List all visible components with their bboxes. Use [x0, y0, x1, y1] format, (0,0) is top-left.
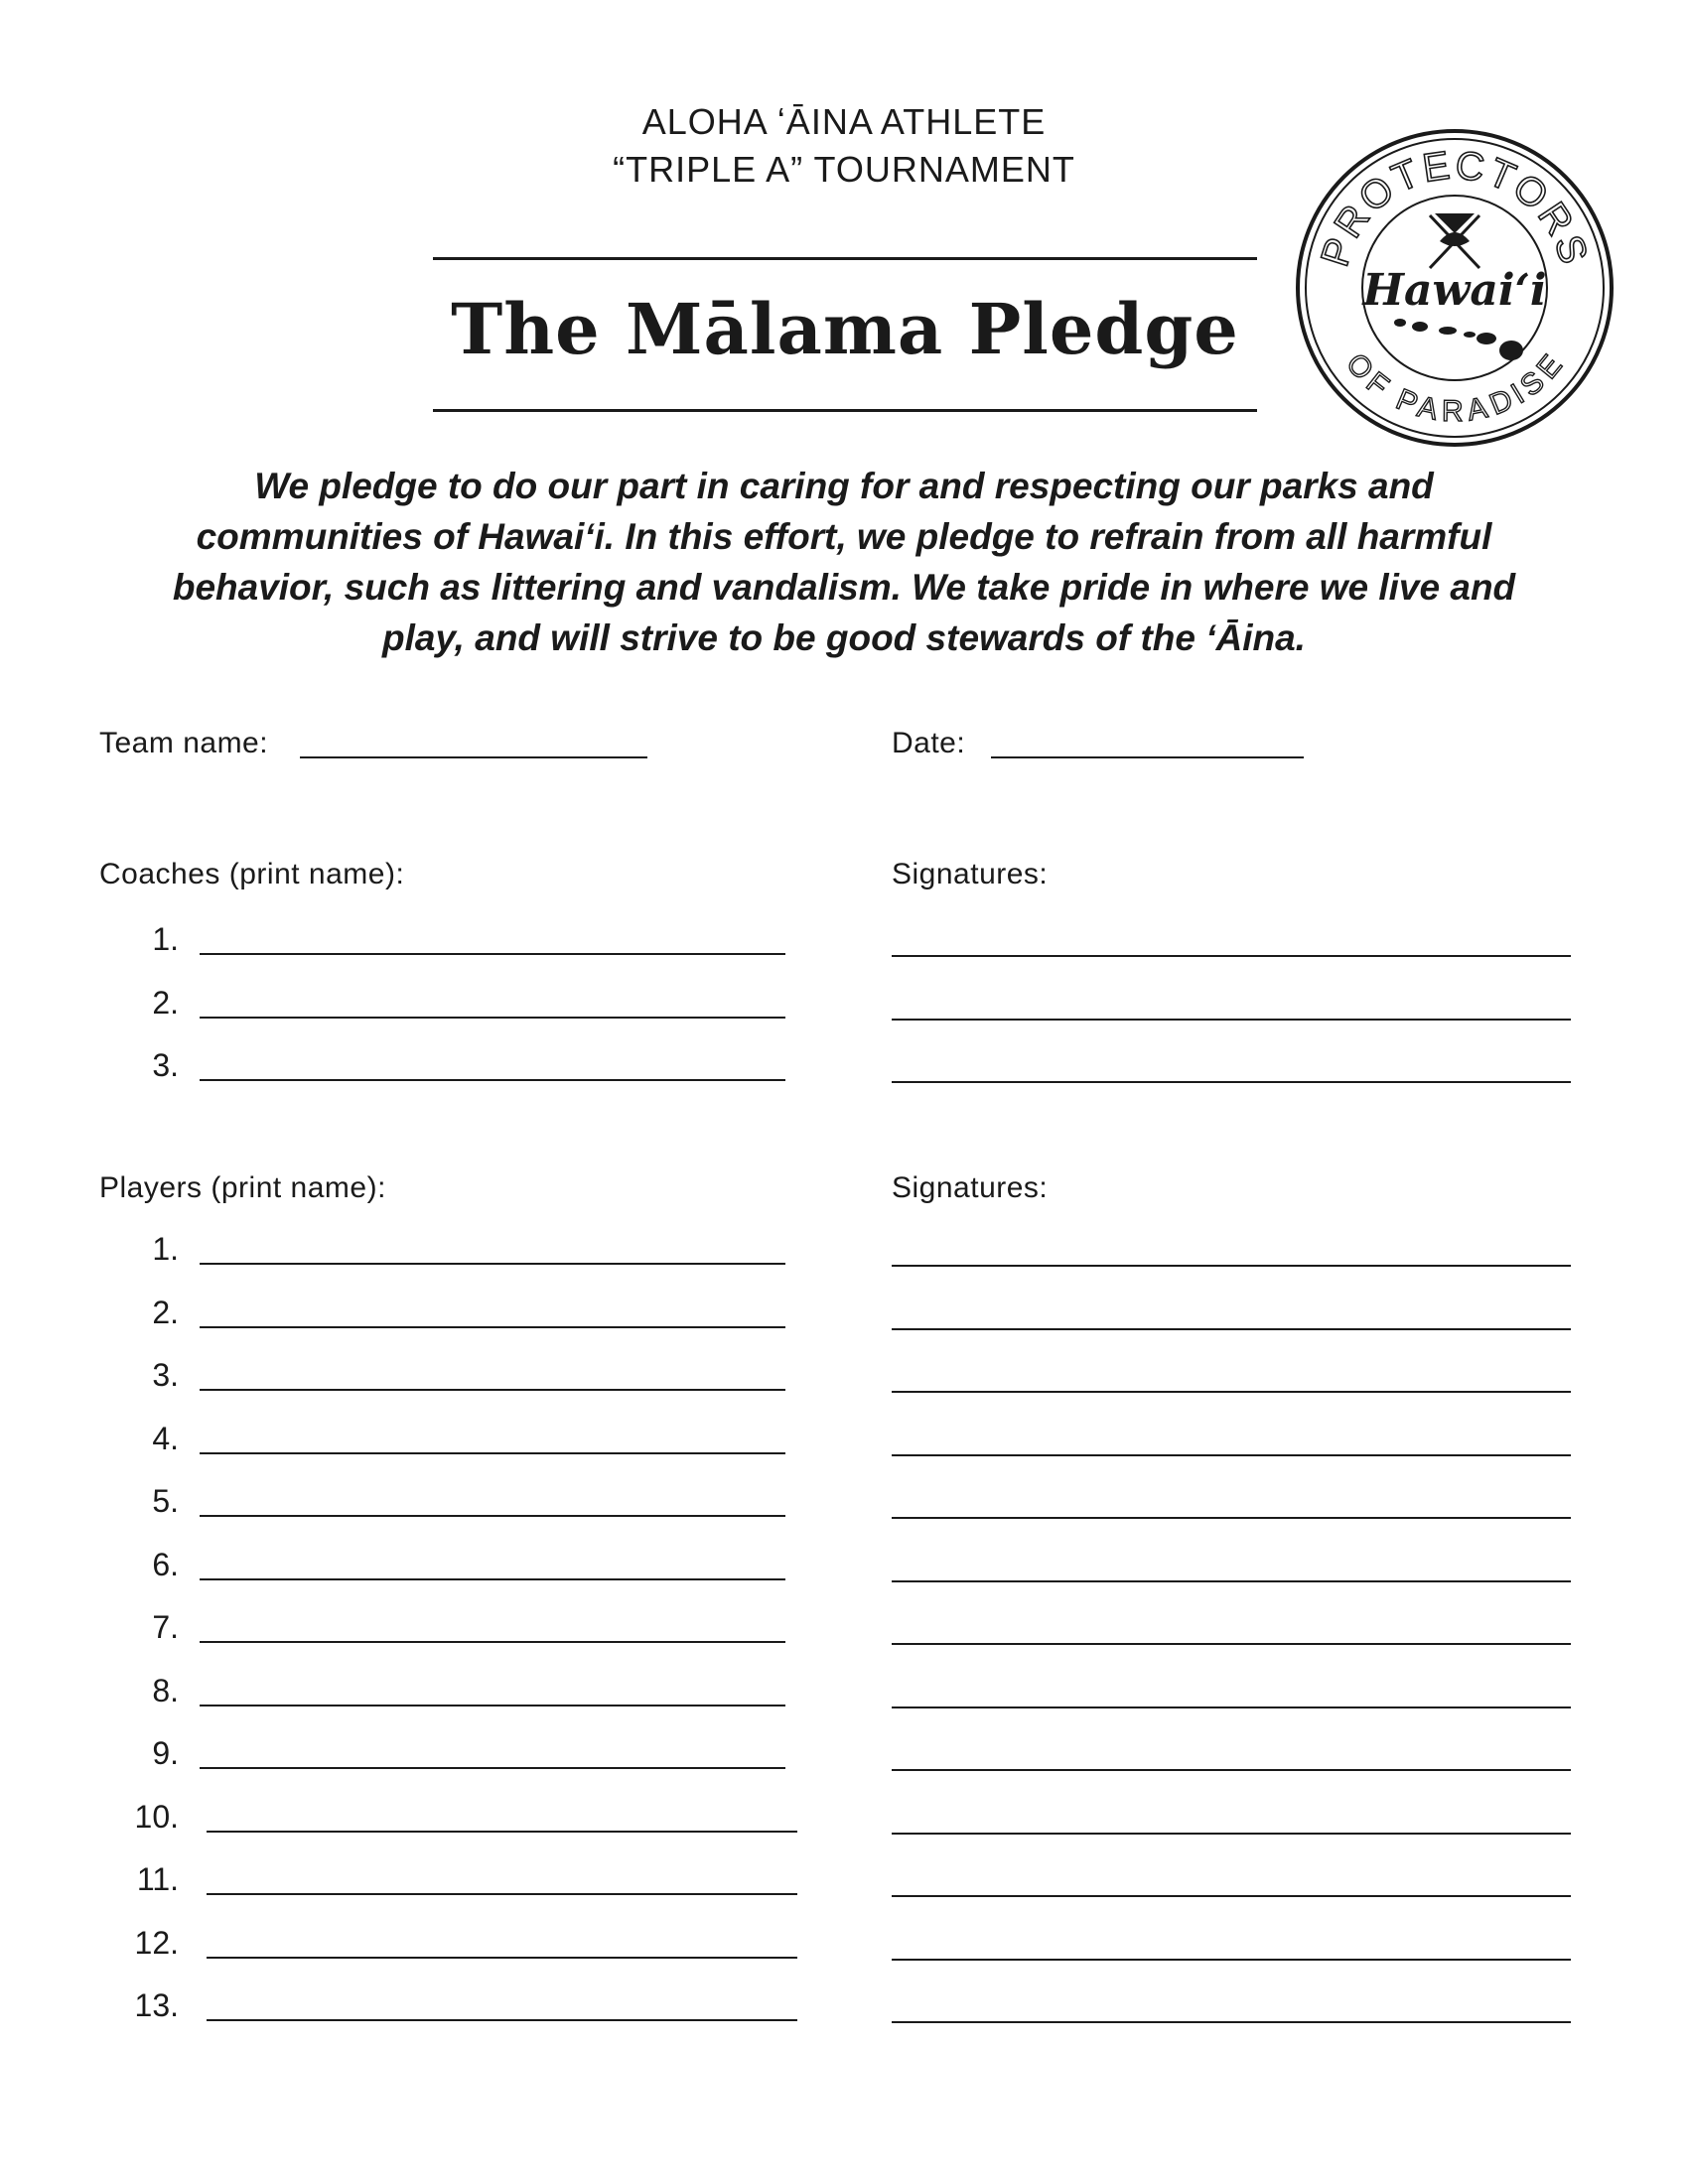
player-signature-field[interactable]	[892, 1833, 1571, 1835]
player-number: 8.	[152, 1672, 179, 1708]
svg-text:PROTECTORS	[1313, 143, 1596, 271]
player-number: 12.	[134, 1924, 179, 1961]
player-signature-field[interactable]	[892, 1517, 1571, 1519]
player-name-field[interactable]	[207, 1893, 797, 1895]
title-rule-top	[433, 257, 1257, 260]
player-name-field[interactable]	[200, 1263, 785, 1265]
player-number: 1.	[152, 1231, 179, 1267]
player-signature-field[interactable]	[892, 1328, 1571, 1330]
coach-signature-field[interactable]	[892, 1081, 1571, 1083]
player-signature-field[interactable]	[892, 1959, 1571, 1961]
coaches-label: Coaches (print name):	[99, 858, 405, 890]
kahili-icon	[1430, 213, 1479, 268]
player-signature-field[interactable]	[892, 1265, 1571, 1267]
player-number: 2.	[152, 1294, 179, 1330]
coach-name-field[interactable]	[200, 1017, 785, 1019]
pledge-statement	[99, 461, 1589, 663]
player-number: 10.	[134, 1798, 179, 1835]
hawaiian-islands-icon	[1394, 319, 1523, 360]
coaches-signatures-label: Signatures:	[892, 858, 1049, 890]
tournament-subtitle: “TRIPLE A” TOURNAMENT	[613, 149, 1075, 190]
player-number: 7.	[152, 1609, 179, 1645]
coach-signature-field[interactable]	[892, 1019, 1571, 1021]
pledge-line: play, and will strive to be good stewards of the ʻĀina.	[382, 617, 1306, 658]
page-title: The Mālama Pledge	[451, 288, 1239, 370]
player-name-field[interactable]	[207, 1831, 797, 1833]
player-number: 4.	[152, 1420, 179, 1456]
players-signatures-label: Signatures:	[892, 1171, 1049, 1204]
player-name-field[interactable]	[207, 1957, 797, 1959]
seal-bottom-text: OF PARADISE	[1339, 346, 1570, 428]
player-name-field[interactable]	[200, 1578, 785, 1580]
pledge-line: communities of Hawaiʻi. In this effort, we pledge to refrain from all harmful	[196, 516, 1492, 557]
player-signature-field[interactable]	[892, 1706, 1571, 1708]
pledge-line: behavior, such as littering and vandalism. We take pride in where we live and	[172, 567, 1516, 608]
title-rule-bottom	[433, 409, 1257, 412]
coach-name-field[interactable]	[200, 953, 785, 955]
player-name-field[interactable]	[200, 1389, 785, 1391]
player-name-field[interactable]	[200, 1515, 785, 1517]
player-name-field[interactable]	[200, 1641, 785, 1643]
coach-number: 3.	[152, 1047, 179, 1083]
player-signature-field[interactable]	[892, 1391, 1571, 1393]
player-name-field[interactable]	[200, 1767, 785, 1769]
player-number: 13.	[134, 1987, 179, 2023]
tournament-name: ALOHA ʻĀINA ATHLETE	[641, 101, 1047, 142]
player-name-field[interactable]	[207, 2019, 797, 2021]
coach-signature-field[interactable]	[892, 955, 1571, 957]
seal-top-text: PROTECTORS	[1313, 143, 1597, 272]
pledge-line: We pledge to do our part in caring for and respecting our parks and	[254, 466, 1434, 506]
player-signature-field[interactable]	[892, 1454, 1571, 1456]
player-name-field[interactable]	[200, 1705, 785, 1706]
player-name-field[interactable]	[200, 1326, 785, 1328]
player-number: 5.	[152, 1483, 179, 1519]
svg-text:OF PARADISE	[1339, 347, 1570, 428]
seal-center-text: Hawaiʻi	[1362, 265, 1547, 316]
player-number: 9.	[152, 1735, 179, 1771]
team-name-label: Team name:	[99, 727, 269, 759]
player-number: 6.	[152, 1546, 179, 1582]
player-signature-field[interactable]	[892, 1769, 1571, 1771]
coach-name-field[interactable]	[200, 1079, 785, 1081]
date-label: Date:	[892, 727, 966, 759]
player-number: 11.	[136, 1861, 179, 1897]
players-label: Players (print name):	[99, 1171, 386, 1204]
player-signature-field[interactable]	[892, 1895, 1571, 1897]
coach-number: 2.	[152, 984, 179, 1021]
coach-number: 1.	[152, 921, 179, 957]
player-number: 3.	[152, 1357, 179, 1393]
team-name-field[interactable]	[300, 756, 647, 758]
protectors-seal-logo	[1291, 124, 1618, 452]
player-signature-field[interactable]	[892, 1580, 1571, 1582]
player-name-field[interactable]	[200, 1452, 785, 1454]
player-signature-field[interactable]	[892, 1643, 1571, 1645]
date-field[interactable]	[991, 756, 1304, 758]
player-signature-field[interactable]	[892, 2021, 1571, 2023]
